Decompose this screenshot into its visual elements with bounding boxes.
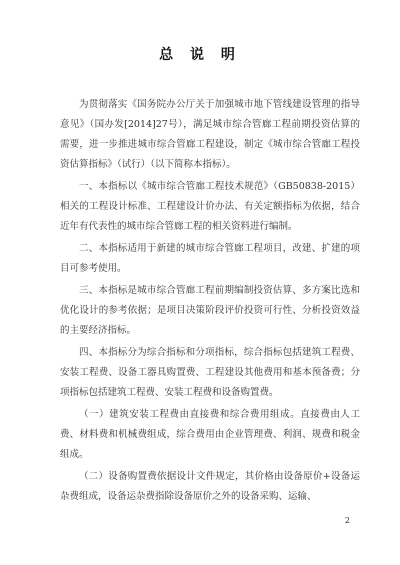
paragraph-4-2: （二）设备购置费依据设计文件规定，其价格由设备原价+设备运杂费组成，设备运杂费指除设备原价之外的设备采购、运输、 [60, 471, 360, 502]
document-body [60, 95, 360, 509]
paragraph-4-1: （一）建筑安装工程费由直接费和综合费用组成。直接费由人工费、材料费和机械费组成，综合费用由企业管理费、利润、规费和税金组成。 [60, 409, 360, 460]
paragraph-intro: 为贯彻落实《国务院办公厅关于加强城市地下管线建设管理的指导意见》（国办发[2014]27号），满足城市综合管廊工程前期投资估算的需要，进一步推进城市综合管廊工程建设，制定《城市综合管廊工程投资估算指标》（试行）（以下简称本指标）。 [60, 99, 360, 170]
paragraph-4: 四、本指标分为综合指标和分项指标，综合指标包括建筑工程费、安装工程费、设备工器具购置费、工程建设其他费用和基本预备费；分项指标包括建筑工程费、安装工程费和设备购置费。 [60, 347, 360, 398]
paragraph-3: 三、本指标是城市综合管廊工程前期编制投资估算、多方案比选和优化设计的参考依据；是项目决策阶段评价投资可行性、分析投资效益的主要经济指标。 [60, 285, 360, 336]
page-title: 总 说 明 [159, 47, 241, 63]
paragraph-2: 二、本指标适用于新建的城市综合管廊工程项目，改建、扩建的项目可参考使用。 [60, 243, 360, 274]
paragraph-1: 一、本指标以《城市综合管廊工程技术规范》（GB50838-2015）相关的工程设计标准、工程建设计价办法、有关定额指标为依据，结合近年有代表性的城市综合管廊工程的相关资料进行编制。 [60, 181, 360, 232]
page-number: 2 [344, 516, 350, 525]
